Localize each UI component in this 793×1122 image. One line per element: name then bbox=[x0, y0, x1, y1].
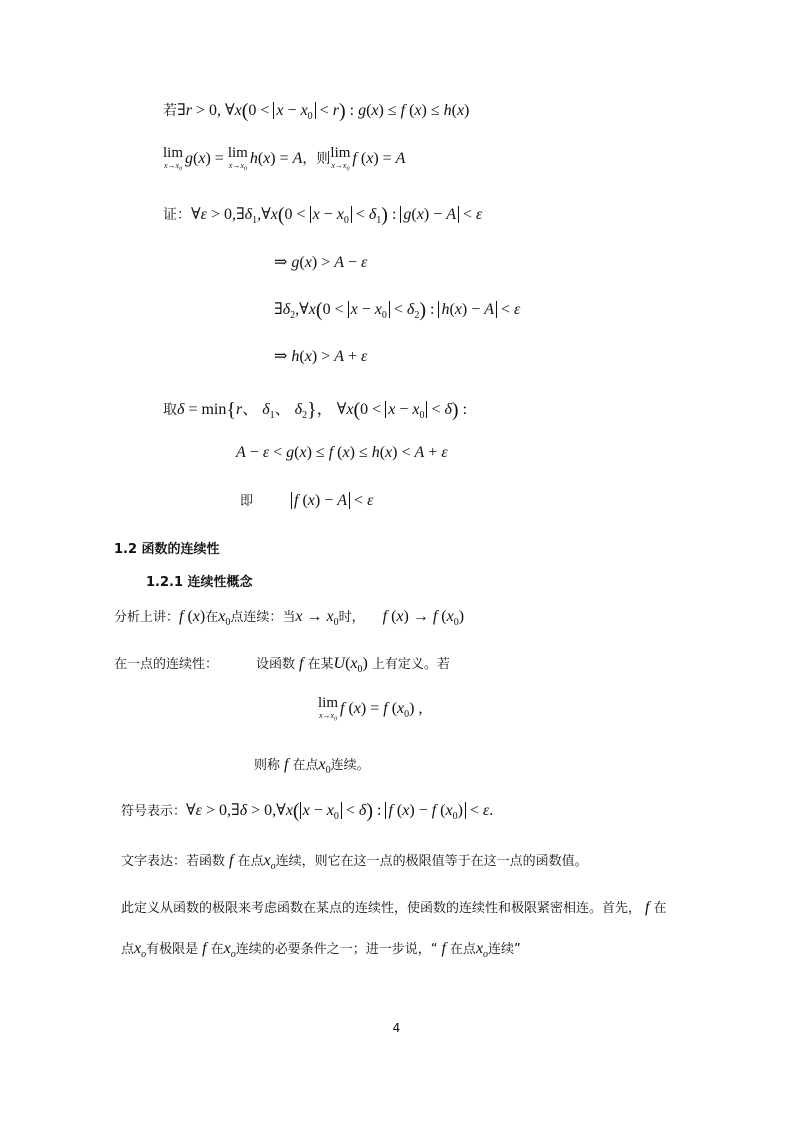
proof-choose-delta: 取δ = min{r、 $\delta_1$、 $\delta_2$}， ∀x(0 < $x - x_0 < \delta$) : bbox=[163, 399, 468, 422]
one-point-label: 在一点的连续性： bbox=[114, 657, 219, 672]
squeeze-hypothesis: 若∃r > 0, ∀x(0 < $x - x_0 < r$) : g(x) ≤ f (x) ≤ h(x) bbox=[163, 100, 470, 123]
one-point-continuity-line: 在一点的连续性： 设函数 f 在某$U(x_0)$ 上有定义。若 bbox=[114, 655, 450, 676]
proof-chain: A − ε < g(x) ≤ f (x) ≤ h(x) < A + ε bbox=[236, 444, 448, 461]
then-line: 则称 f 在点$x_0$连续。 bbox=[254, 756, 370, 777]
text-definition: 文字表达：若函数 f 在点$x_o$连续，则它在这一点的极限值等于在这一点的函数值。 bbox=[121, 852, 588, 873]
analysis-line: 分析上讲：f (x)在$x_0$点连续：当$x \to x_0$时， f (x) → f $(x_0)$ bbox=[114, 608, 465, 629]
proof-conclusion: 即 f (x) − A < ε bbox=[240, 492, 374, 509]
text-label: 文字表达：若函数 bbox=[121, 854, 226, 869]
label-ze: ，则 bbox=[302, 150, 331, 167]
section-heading: 1.2 函数的连续性 bbox=[114, 542, 220, 557]
paragraph-line-1: 此定义从函数的极限来考虑函数在某点的连续性，使函数的连续性和极限紧密相连。首先， f 在 bbox=[121, 899, 667, 916]
proof-line-2: ⇒ g(x) > A − ε bbox=[274, 254, 368, 271]
symbol-label: 符号表示： bbox=[121, 804, 187, 819]
label-ruo: 若 bbox=[163, 103, 177, 119]
symbolic-definition: 符号表示：∀ε > 0,∃δ > 0,∀x( $x - x_0 < \delta$) : f (x) − f $(x_0) < \varepsilon$. bbox=[121, 800, 494, 823]
squeeze-limits: lim $x\to x_0$ g(x) = lim $x\to x_0$ h(x) = A，则 lim $x\to x_0$ f (x) = A bbox=[163, 145, 406, 173]
label-ji: 即 bbox=[240, 494, 254, 509]
page-number: 4 bbox=[392, 1021, 401, 1035]
proof-line-1: 证：∀ε > $0,\exists\delta_1,\forall x(0 < x - x_0 < \delta_1)$ : g(x) − A < ε bbox=[163, 204, 483, 227]
analysis-prefix: 分析上讲： bbox=[114, 610, 180, 625]
proof-line-3: $\exists\delta_2,\forall x(0 < x - x_0 < \delta_2)$ : h(x) − A < ε bbox=[274, 299, 521, 322]
continuity-definition-formula: lim $x\to x_0$ f (x) = f $(x_0)$ , bbox=[318, 695, 423, 723]
label-qu: 取 bbox=[163, 402, 177, 418]
proof-line-4: ⇒ h(x) > A + ε bbox=[274, 348, 368, 365]
paragraph-line-2: 点$x_o$有极限是 f 在$x_o$连续的必要条件之一；进一步说，“ f 在点$x_o$连续” bbox=[121, 940, 521, 961]
subsection-heading: 1.2.1 连续性概念 bbox=[146, 575, 253, 590]
label-zheng: 证： bbox=[163, 207, 191, 223]
